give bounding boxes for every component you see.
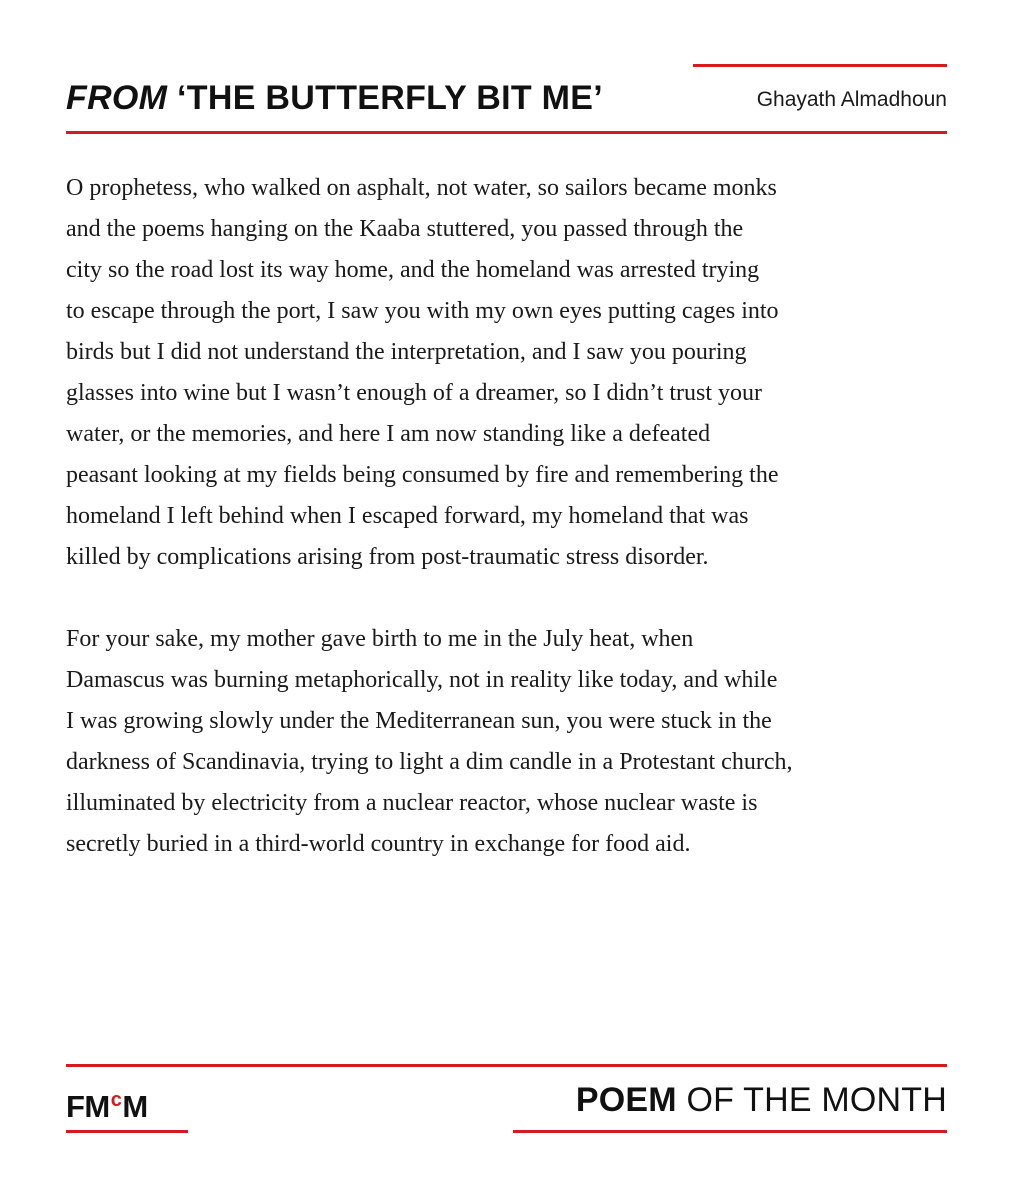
footer-top-rule (66, 1064, 947, 1067)
title-main: ‘THE BUTTERFLY BIT ME’ (167, 79, 603, 117)
poem-line: darkness of Scandinavia, trying to light a dim candle in a Protestant church, (66, 749, 793, 775)
poem-line: Damascus was burning metaphorically, not in reality like today, and while (66, 667, 778, 693)
poem-line: secretly buried in a third-world country in exchange for food aid. (66, 831, 691, 857)
poem-stanza (66, 619, 946, 865)
title-prefix: FROM (66, 79, 168, 117)
poem-line: city so the road lost its way home, and the homeland was arrested trying (66, 257, 760, 283)
logo-fm: FM (66, 1089, 110, 1124)
poem-stanza (66, 168, 946, 578)
poem-line: illuminated by electricity from a nuclear reactor, whose nuclear waste is (66, 790, 758, 816)
poem-line: homeland I left behind when I escaped forward, my homeland that was (66, 503, 749, 529)
poem-line: water, or the memories, and here I am now standing like a defeated (66, 421, 711, 447)
header-bottom-rule (66, 131, 947, 134)
poem-line: to escape through the port, I saw you with my own eyes putting cages into (66, 298, 779, 324)
potm-rest: OF THE MONTH (676, 1081, 947, 1119)
logo-superscript-c: c (110, 1089, 122, 1111)
footer-logo-rule (66, 1130, 188, 1133)
footer-bottom-rule (513, 1130, 947, 1133)
poem-body (66, 168, 946, 906)
potm-bold: POEM (575, 1081, 677, 1119)
fmcm-logo (66, 1080, 148, 1127)
logo-m: M (122, 1089, 148, 1124)
poem-line: I was growing slowly under the Mediterranean sun, you were stuck in the (66, 708, 772, 734)
poem-line: and the poems hanging on the Kaaba stuttered, you passed through the (66, 216, 744, 242)
poem-of-the-month-label (576, 1078, 947, 1122)
poem-title (66, 76, 686, 120)
poem-line: glasses into wine but I wasn’t enough of a dreamer, so I didn’t trust your (66, 380, 763, 406)
poem-line: peasant looking at my fields being consumed by fire and remembering the (66, 462, 779, 488)
poem-line: For your sake, my mother gave birth to me in the July heat, when (66, 626, 694, 652)
poem-line: birds but I did not understand the interpretation, and I saw you pouring (66, 339, 747, 365)
poem-line: killed by complications arising from post-traumatic stress disorder. (66, 544, 709, 570)
top-right-rule (693, 64, 947, 67)
poem-author: Ghayath Almadhoun (756, 88, 947, 111)
poem-line: O prophetess, who walked on asphalt, not water, so sailors became monks (66, 175, 777, 201)
